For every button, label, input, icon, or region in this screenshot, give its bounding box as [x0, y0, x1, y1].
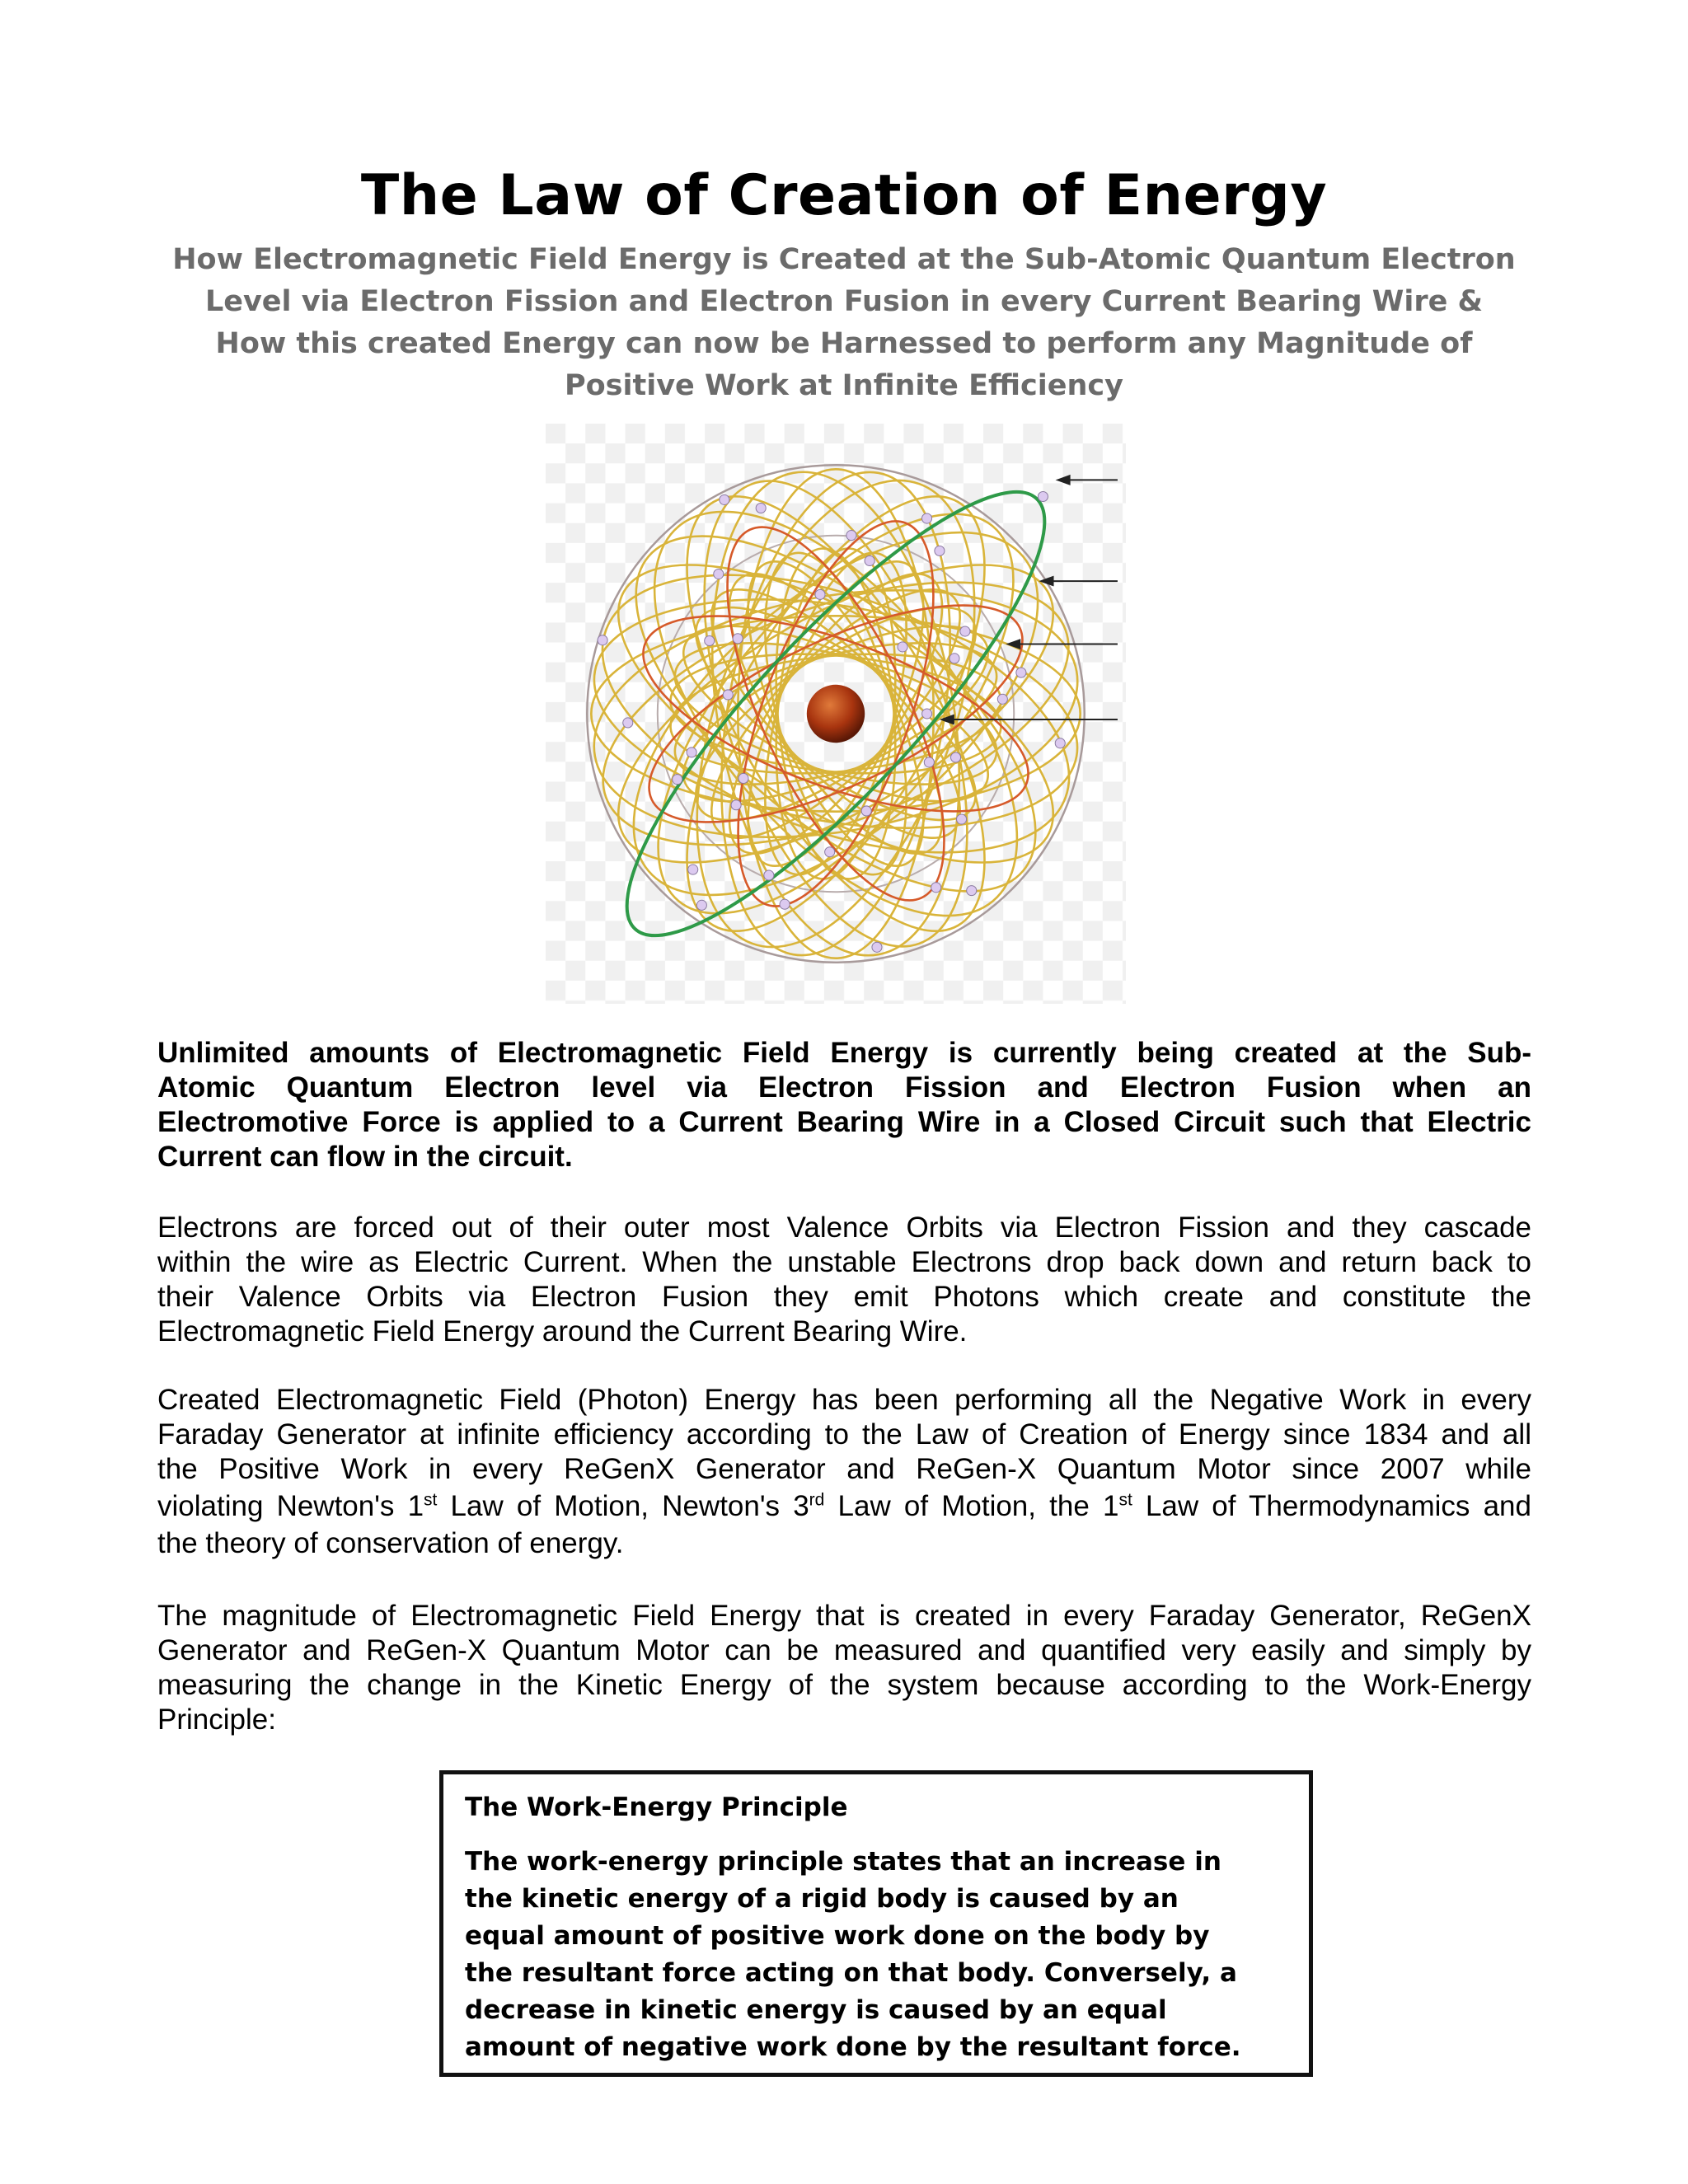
subtitle-line: How this created Energy can now be Harnessed to perform any Magnitude of — [215, 327, 1473, 360]
electron-dot — [623, 718, 633, 728]
paragraph-magnitude: The magnitude of Electromagnetic Field Energy that is created in every Faraday Generator, ReGenX Generator and ReGen-X Quantum Motor can be measured and quantified very easily and simply by measuring the change in the Kinetic Energy of the system because according to the Work-Energy Principle: — [157, 1600, 1531, 1736]
box-line: the resultant force acting on that body. Conversely, a — [465, 1958, 1237, 1988]
box-body — [465, 1844, 1287, 2066]
electron-dot — [780, 899, 790, 909]
page-subtitle — [124, 239, 1564, 407]
electron-dot — [687, 748, 696, 757]
electron-dot — [714, 569, 724, 579]
electron-dot — [861, 806, 871, 816]
electron-dot — [931, 883, 941, 893]
electron-dot — [723, 690, 733, 700]
electron-dot — [705, 635, 715, 645]
electron-dot — [1038, 491, 1048, 501]
paragraph-intro: Unlimited amounts of Electromagnetic Field Energy is currently being created at the Sub- Atomic Quantum Electron level via Electron Fission and Electron Fusion when an Electromotive Force is applied to a Current Bearing Wire in a Closed Circuit such that Electric Current can flow in the circuit. — [157, 1037, 1531, 1173]
electron-dot — [865, 555, 874, 565]
atom-orbital-diagram-icon — [546, 424, 1126, 1004]
electron-dot — [950, 752, 960, 762]
subtitle-line: Level via Electron Fission and Electron Fusion in every Current Bearing Wire & — [204, 285, 1484, 318]
electron-dot — [733, 634, 743, 644]
electron-dot — [967, 886, 977, 896]
box-line: The work-energy principle states that an increase in — [465, 1847, 1221, 1877]
paragraph-electrons: Electrons are forced out of their outer most Valence Orbits via Electron Fission and they cascade within the wire as Electric Current. When the unstable Electrons drop back down and return back to their Valence Orbits via Electron Fusion they emit Photons which create and constitute the Electromagnetic Field Energy around the Current Bearing Wire. — [157, 1212, 1531, 1347]
electron-dot — [696, 900, 706, 910]
electron-dot — [924, 757, 934, 767]
electron-dot — [921, 513, 931, 523]
electron-dot — [960, 626, 970, 636]
page-title: The Law of Creation of Energy — [360, 163, 1328, 228]
box-line: equal amount of positive work done on the body by — [465, 1921, 1210, 1951]
electron-dot — [935, 546, 945, 555]
electron-dot — [872, 942, 882, 952]
electron-dot — [756, 503, 766, 513]
electron-dot — [846, 531, 856, 541]
box-line: the kinetic energy of a rigid body is caused by an — [465, 1884, 1179, 1914]
paragraph-created-energy: Created Electromagnetic Field (Photon) Energy has been performing all the Negative Work in every Faraday Generator at infinite efficiency according to the Law of Creation of Energy since 1834 and all the Positive Work in every ReGenX Generator and ReGen-X Quantum Motor since 2007 while violating Newton's 1st Law of Motion, Newton's 3rd Law of Motion, the 1st Law of Thermodynamics and the theory of conservation of energy. — [157, 1384, 1531, 1559]
electron-dot — [1016, 668, 1026, 677]
box-line: amount of negative work done by the resultant force. — [465, 2032, 1241, 2062]
electron-dot — [922, 709, 932, 719]
electron-dot — [997, 694, 1007, 704]
box-line: decrease in kinetic energy is caused by an equal — [465, 1995, 1167, 2025]
electron-dot — [688, 865, 698, 874]
box-title: The Work-Energy Principle — [465, 1793, 848, 1822]
electron-dot — [1055, 738, 1065, 748]
subtitle-line: How Electromagnetic Field Energy is Created at the Sub-Atomic Quantum Electron — [172, 243, 1516, 276]
nucleus-icon — [807, 685, 865, 743]
electron-dot — [764, 870, 774, 880]
work-energy-principle-box — [439, 1770, 1313, 2077]
electron-dot — [815, 589, 825, 599]
electron-dot — [957, 814, 967, 824]
electron-dot — [898, 642, 907, 652]
electron-dot — [598, 635, 607, 645]
electron-dot — [731, 800, 741, 810]
electron-dot — [950, 654, 959, 663]
electron-dot — [738, 773, 748, 783]
electron-dot — [720, 494, 729, 504]
subtitle-line: Positive Work at Infinite Efficiency — [564, 369, 1123, 402]
electron-dot — [673, 775, 682, 785]
electron-dot — [825, 847, 835, 857]
